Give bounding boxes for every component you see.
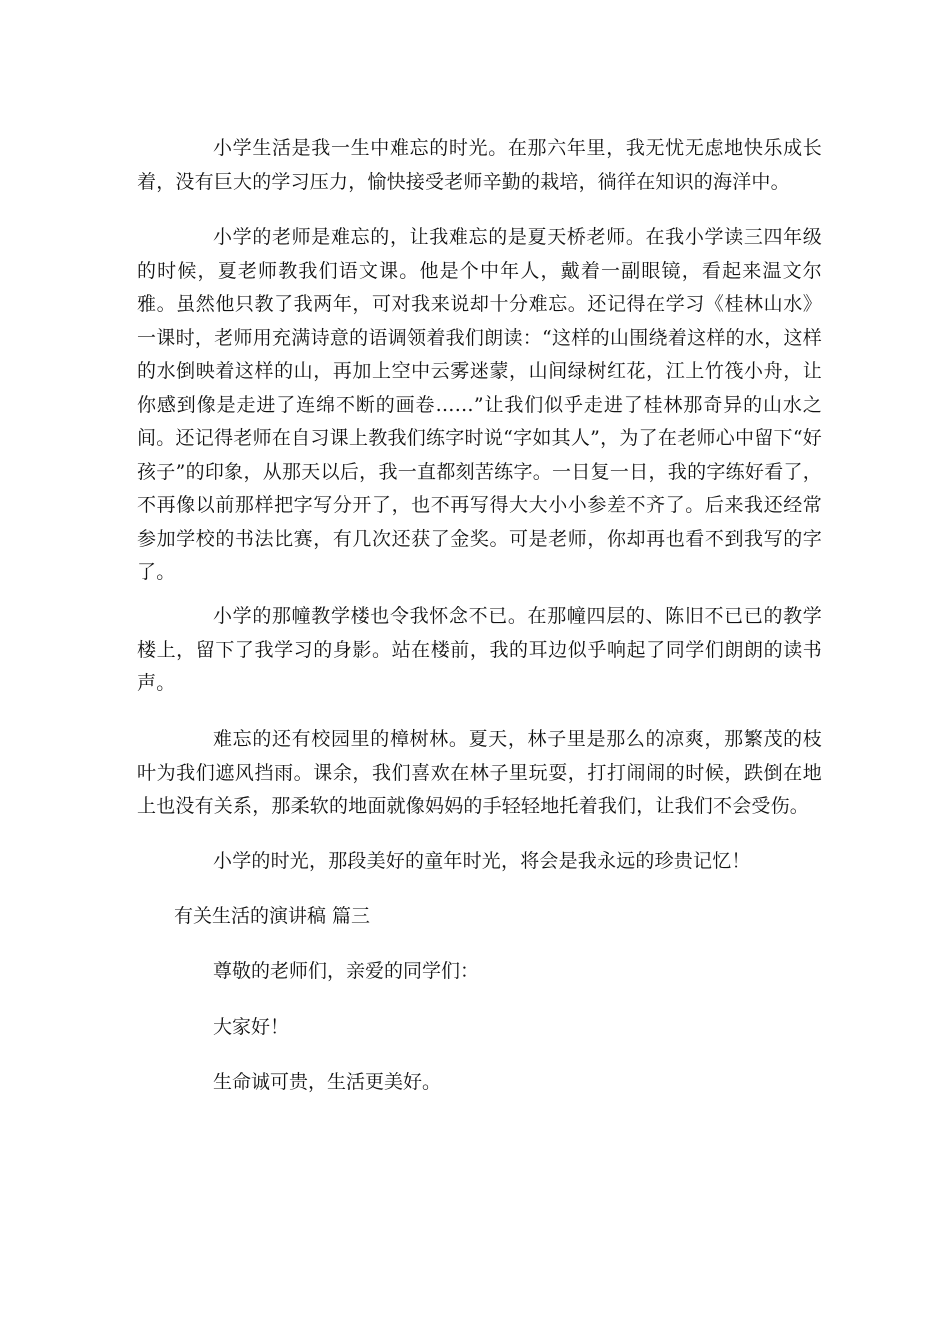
paragraph-school-life: 小学生活是我一生中难忘的时光。在那六年里，我无忧无虑地快乐成长着，没有巨大的学习压力，愉快接受老师辛勤的栽培，徜徉在知识的海洋中。 [137,137,822,193]
paragraph-camphor-grove: 难忘的还有校园里的樟树林。夏天，林子里是那么的凉爽，那繁茂的枝叶为我们遮风挡雨。课余，我们喜欢在林子里玩耍，打打闹闹的时候，跌倒在地上也没有关系，那柔软的地面就像妈妈的手轻轻地托着我们，让我们不会受伤。 [137,728,822,817]
paragraph-school-building: 小学的那幢教学楼也令我怀念不已。在那幢四层的、陈旧不已已的教学楼上，留下了我学习的身影。站在楼前，我的耳边似乎响起了同学们朗朗的读书声。 [137,605,822,694]
speech-greeting: 大家好！ [213,1016,290,1038]
section-heading: 有关生活的演讲稿 篇三 [174,905,371,927]
speech-opening-line: 生命诚可贵，生活更美好。 [213,1071,442,1093]
paragraph-teacher-memory: 小学的老师是难忘的，让我难忘的是夏天桥老师。在我小学读三四年级的时候，夏老师教我们语文课。他是个中年人，戴着一副眼镜，看起来温文尔雅。虽然他只教了我两年，可对我来说却十分难忘。还记得在学习《桂林山水》一课时，老师用充满诗意的语调领着我们朗读：“这样的山围绕着这样的水，这样的水倒映着这样的山，再加上空中云雾迷蒙，山间绿树红花，江上竹筏小舟，让你感到像是走进了连绵不断的画卷……”让我们似乎走进了桂林那奇异的山水之间。还记得老师在自习课上教我们练字时说“字如其人”，为了在老师心中留下“好孩子”的印象，从那天以后，我一直都刻苦练字。一日复一日，我的字练好看了，不再像以前那样把字写分开了，也不再写得大大小小参差不齐了。后来我还经常参加学校的书法比赛，有几次还获了金奖。可是老师，你却再也看不到我写的字了。 [137,226,822,583]
speech-salutation: 尊敬的老师们，亲爱的同学们： [213,960,480,982]
paragraph-closing-memory: 小学的时光，那段美好的童年时光，将会是我永远的珍贵记忆！ [213,850,751,872]
